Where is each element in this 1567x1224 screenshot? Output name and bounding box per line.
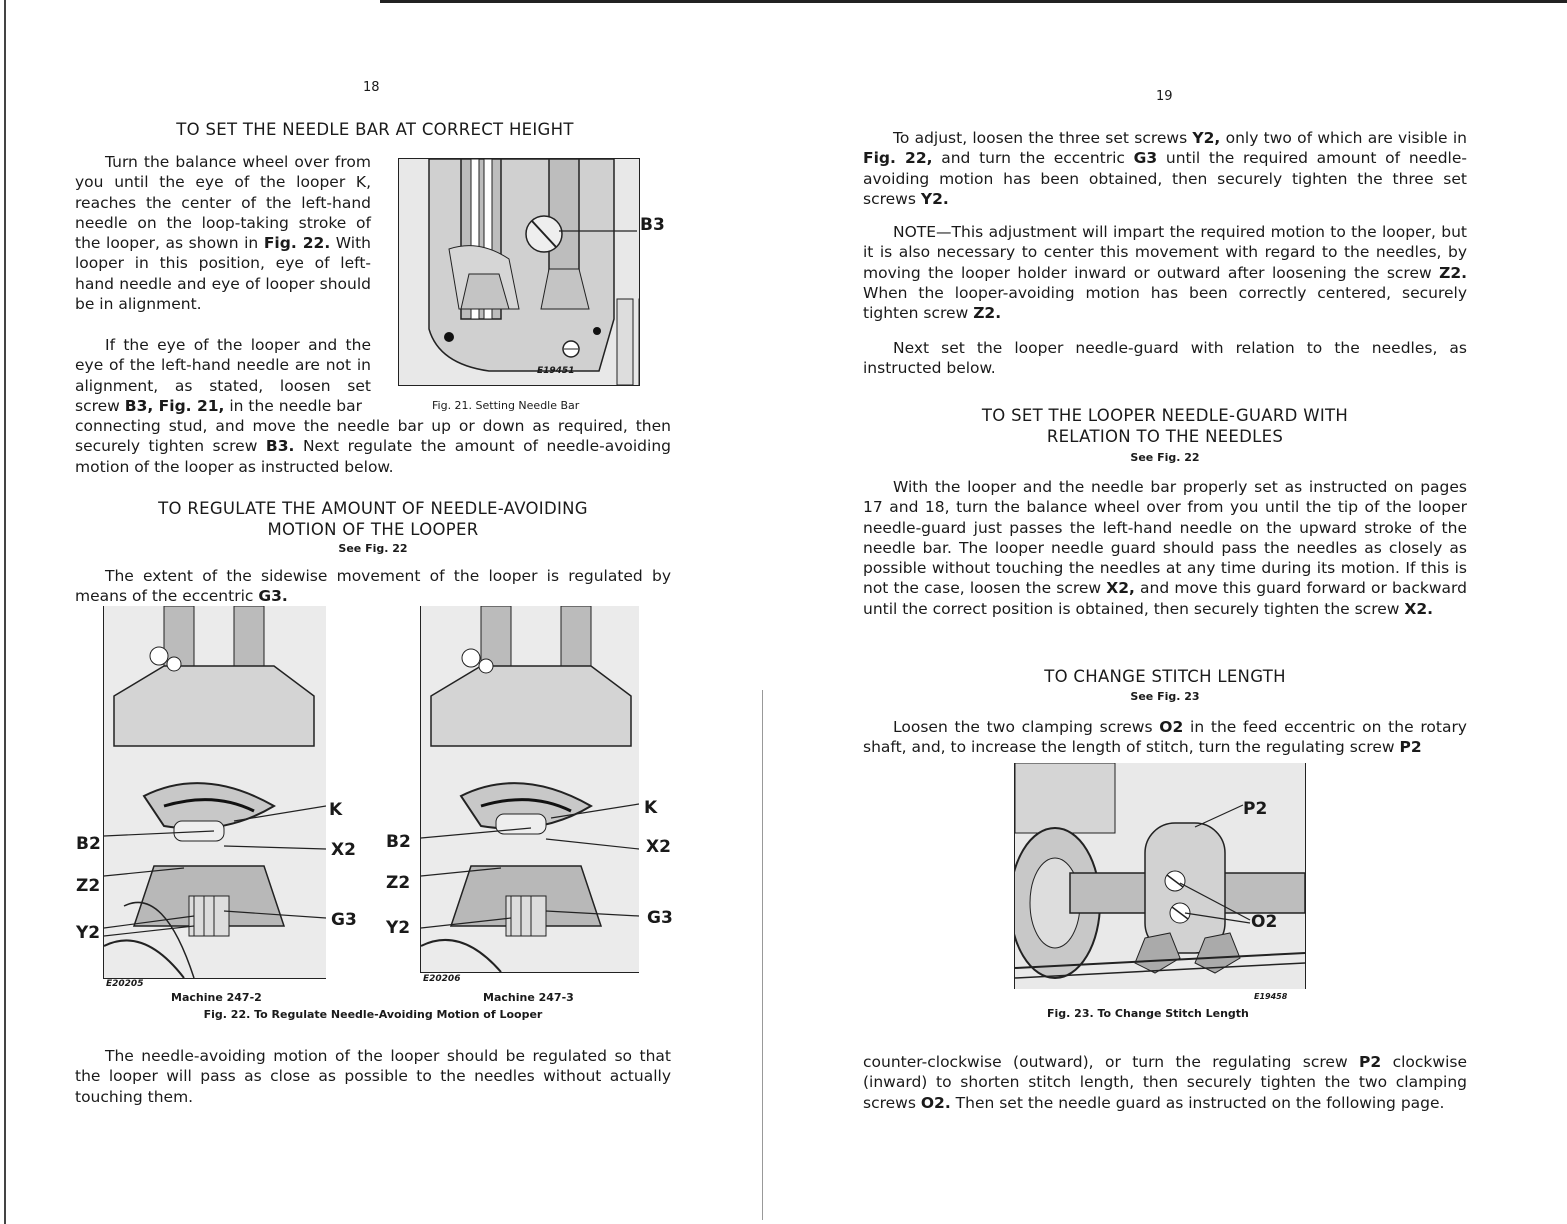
- page-number-left: 18: [363, 80, 380, 95]
- figure-23-image: [1014, 763, 1306, 989]
- heading-regulate-amount: TO REGULATE THE AMOUNT OF NEEDLE-AVOIDING: [158, 499, 588, 518]
- callout-k-right: K: [644, 798, 658, 818]
- see-fig-23: See Fig. 23: [1130, 690, 1200, 703]
- figure-21-image: [398, 158, 640, 386]
- callout-x2-left: X2: [331, 840, 356, 860]
- paragraph-needle-avoiding-motion: The needle-avoiding motion of the looper should be regulated so that the looper will pass as close as possible to the needles without actually touching them.: [75, 1047, 671, 1106]
- book-spine: [762, 690, 763, 1220]
- figure-22-right-number: E20206: [423, 974, 461, 984]
- looper-illustration-247-2: [104, 606, 326, 978]
- figure-22-caption: Fig. 22. To Regulate Needle-Avoiding Motion of Looper: [203, 1008, 543, 1021]
- figure-23-caption: Fig. 23. To Change Stitch Length: [1047, 1007, 1249, 1020]
- figure-22-label-left: Machine 247-2: [171, 991, 262, 1004]
- callout-k-left: K: [329, 800, 343, 820]
- callout-y2-right: Y2: [386, 918, 411, 938]
- heading-needle-guard-line2: RELATION TO THE NEEDLES: [1046, 427, 1284, 446]
- callout-z2-left: Z2: [76, 876, 101, 896]
- paragraph-sidewise-movement: The extent of the sidewise movement of the looper is regulated by means of the eccentric G3.: [75, 567, 671, 606]
- figure-22-machine-247-3: [420, 606, 639, 973]
- paragraph-to-adjust: To adjust, loosen the three set screws Y2, only two of which are visible in Fig. 22, and turn the eccentric G3 until the required amount of needle-avoiding motion has been obtained, then securely tighten the three set screws Y2.: [863, 129, 1467, 208]
- figure-22-machine-247-2: [103, 606, 326, 979]
- figure-21-caption: Fig. 21. Setting Needle Bar: [432, 399, 580, 412]
- needle-bar-illustration: [399, 159, 639, 385]
- paragraph-next-set: Next set the looper needle-guard with relation to the needles, as instructed below.: [863, 339, 1467, 378]
- paragraph-note: NOTE—This adjustment will impart the required motion to the looper, but it is also necessary to center this movement with regard to the needles, by moving the looper holder inward or outward after loosening the screw Z2. When the looper-avoiding motion has been correctly centered, securely tighten screw Z2.: [863, 223, 1467, 323]
- callout-b2-right: B2: [386, 832, 411, 852]
- paragraph-loosen-clamping: Loosen the two clamping screws O2 in the feed eccentric on the rotary shaft, and, to increase the length of stitch, turn the regulating screw P2: [863, 718, 1467, 757]
- paragraph-with-looper: With the looper and the needle bar properly set as instructed on pages 17 and 18, turn the balance wheel over from you until the tip of the looper needle-guard just passes the left-hand needle on the upward stroke of the needle bar. The looper needle guard should pass the needles as closely as possible without touching the needles at any time during its motion. If this is not the case, loosen the screw X2, and move this guard forward or backward until the correct position is obtained, then securely tighten the screw X2.: [863, 478, 1467, 618]
- heading-needle-guard: TO SET THE LOOPER NEEDLE-GUARD WITH: [981, 406, 1349, 425]
- looper-illustration-247-3: [421, 606, 639, 972]
- see-fig-22-a: See Fig. 22: [338, 542, 408, 555]
- callout-z2-right: Z2: [386, 873, 411, 893]
- heading-regulate-amount-line2: MOTION OF THE LOOPER: [267, 520, 479, 539]
- callout-b3: B3: [640, 215, 665, 235]
- callout-o2: O2: [1251, 912, 1278, 932]
- paragraph-turn-balance-wheel: Turn the balance wheel over from you until the eye of the looper K, reaches the center of the left-hand needle on the loop-taking stroke of the looper, as shown in Fig. 22. With looper in this position, eye of left-hand needle and eye of looper should be in alignment.: [75, 153, 371, 314]
- figure-22-left-number: E20205: [106, 979, 144, 989]
- figure-23-number: E19458: [1254, 992, 1288, 1001]
- callout-b2-left: B2: [76, 834, 101, 854]
- callout-x2-right: X2: [646, 837, 671, 857]
- figure-22-label-right: Machine 247-3: [483, 991, 574, 1004]
- figure-21-number: E19451: [537, 366, 575, 376]
- paragraph-connecting-stud: connecting stud, and move the needle bar up or down as required, then securely tighten screw B3. Next regulate the amount of needle-avoiding motion of the looper as instructed below.: [75, 417, 671, 476]
- callout-g3-left: G3: [331, 910, 357, 930]
- callout-p2: P2: [1243, 799, 1268, 819]
- paragraph-counter-clockwise: counter-clockwise (outward), or turn the regulating screw P2 clockwise (inward) to shorten stitch length, then securely tighten the two clamping screws O2. Then set the needle guard as instructed on the following page.: [863, 1053, 1467, 1112]
- page-number-right: 19: [1156, 89, 1173, 104]
- heading-stitch-length: TO CHANGE STITCH LENGTH: [1044, 667, 1286, 686]
- heading-needle-bar: TO SET THE NEEDLE BAR AT CORRECT HEIGHT: [176, 120, 574, 139]
- callout-g3-right: G3: [647, 908, 673, 928]
- page-left-edge: [4, 0, 6, 1224]
- feed-eccentric-illustration: [1015, 763, 1305, 989]
- paragraph-eye-alignment: If the eye of the looper and the eye of the left-hand needle are not in alignment, as stated, loosen set screw B3, Fig. 21, in the needle bar: [75, 336, 371, 415]
- see-fig-22-b: See Fig. 22: [1130, 451, 1200, 464]
- page-top-edge: [380, 0, 1567, 3]
- callout-y2-left: Y2: [76, 923, 101, 943]
